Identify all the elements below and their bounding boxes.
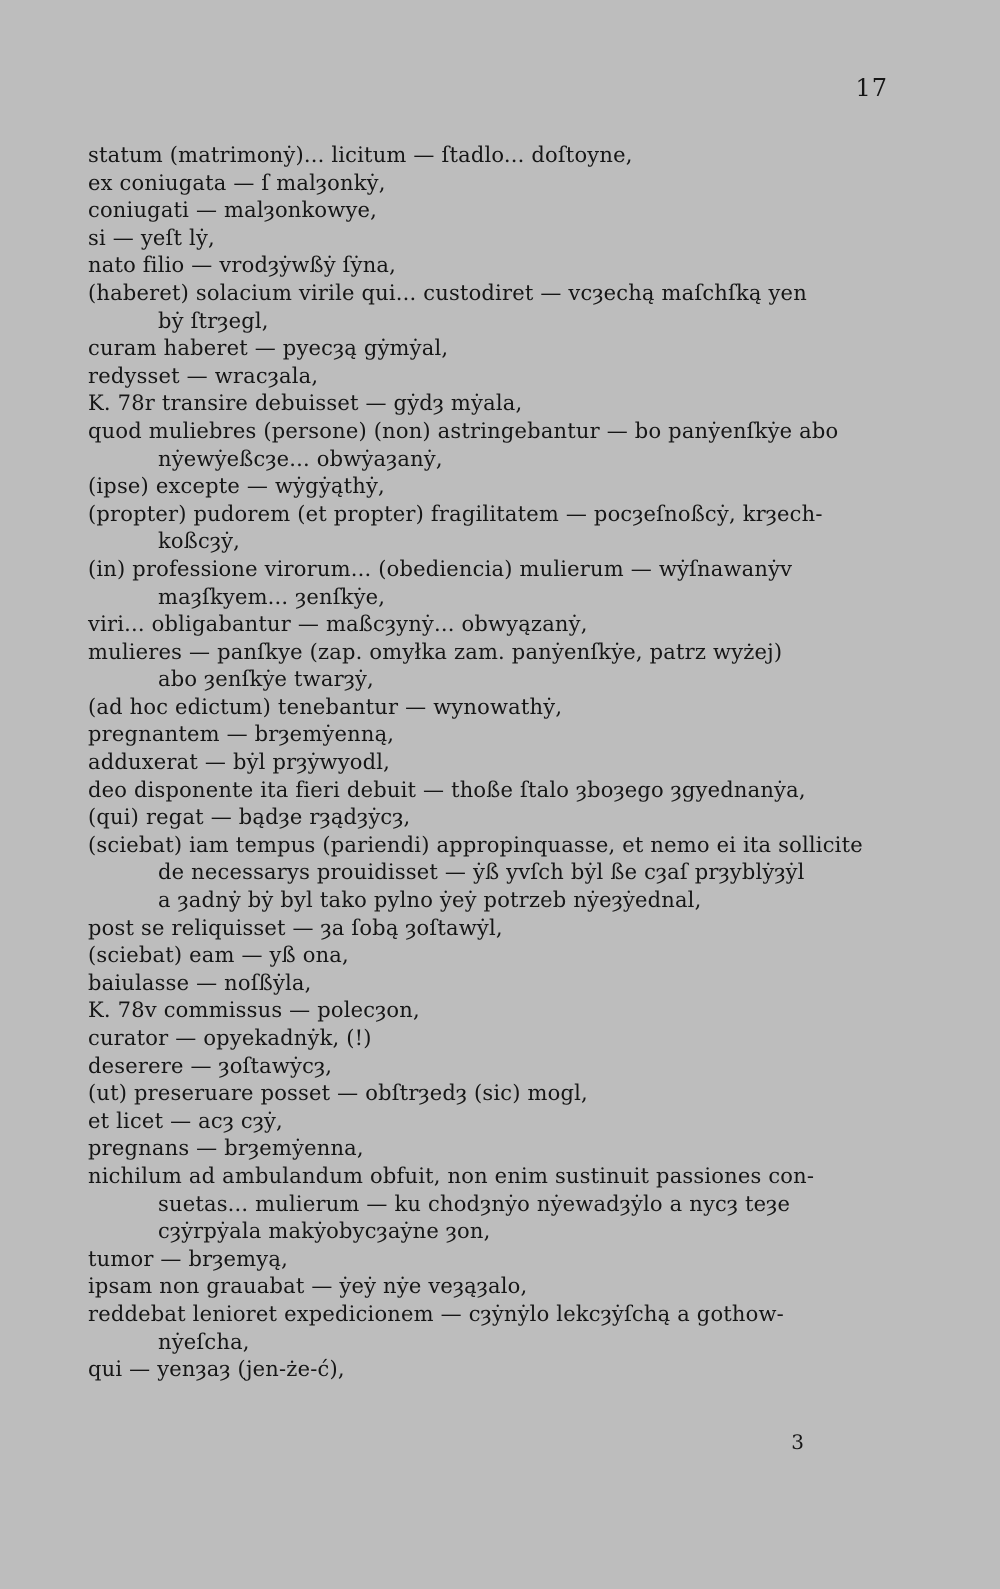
glossary-line: mulieres — panſkye (zap. omyłka zam. panẏenſkẏe, patrz wyżej): [88, 639, 783, 664]
glossary-line: si — yeſt lẏ,: [88, 225, 215, 250]
glossary-line: K. 78r transire debuisset — gẏdȝ mẏala,: [88, 391, 523, 416]
glossary-line: tumor — brȝemyą,: [88, 1246, 288, 1271]
glossary-line: reddebat lenioret expedicionem — cȝẏnẏlo lekcȝẏſchą a gothow-: [88, 1301, 784, 1326]
glossary-line-continuation: suetas... mulierum — ku chodȝnẏo nẏewadȝẏlo a nycȝ teȝe: [158, 1191, 791, 1216]
glossary-line: nato filio — vrodȝẏwßẏ ſẏna,: [88, 253, 397, 278]
glossary-line: (qui) regat — bądȝe rȝądȝẏcȝ,: [88, 805, 411, 830]
glossary-line: (haberet) solacium virile qui... custodiret — vcȝechą maſchſką yen: [88, 280, 807, 305]
glossary-line-continuation: a ȝadnẏ bẏ byl tako pylno ẏeẏ potrzeb nẏeȝẏednal,: [158, 888, 702, 913]
glossary-line: deserere — ȝoſtawẏcȝ,: [88, 1053, 333, 1078]
glossary-line-continuation: abo ȝenſkẏe twarȝẏ,: [158, 667, 374, 692]
glossary-line: quod muliebres (persone) (non) astringebantur — bo panẏenſkẏe abo: [88, 418, 839, 443]
page-number: 17: [855, 74, 888, 102]
glossary-line: viri... obligabantur — maßcȝynẏ... obwyązanẏ,: [88, 612, 588, 637]
glossary-line: (ut) preseruare posset — obſtrȝedȝ (sic) mogl,: [88, 1081, 588, 1106]
glossary-line: (propter) pudorem (et propter) fragilitatem — pocȝeſnoßcẏ, krȝech-: [88, 501, 823, 526]
glossary-line: curator — opyekadnẏk, (!): [88, 1026, 372, 1050]
glossary-line-continuation: bẏ ſtrȝegl,: [158, 308, 269, 333]
glossary-line: K. 78v commissus — polecȝon,: [88, 998, 420, 1023]
glossary-line-continuation: nẏewẏeßcȝe... obwẏaȝanẏ,: [158, 446, 443, 471]
glossary-line: pregnantem — brȝemẏenną,: [88, 722, 395, 747]
glossary-line: qui — yenȝaȝ (jen-że-ć),: [88, 1357, 345, 1382]
glossary-line-continuation: koßcȝẏ,: [158, 529, 241, 554]
glossary-line: (in) professione virorum... (obediencia) mulierum — wẏſnawanẏv: [88, 556, 793, 581]
glossary-line: statum (matrimonẏ)... licitum — ſtadlo... doſtoyne,: [88, 143, 633, 167]
glossary-line: ipsam non grauabat — ẏeẏ nẏe veȝąȝalo,: [88, 1274, 528, 1299]
glossary-line: (ipse) excepte — wẏgẏąthẏ,: [88, 474, 385, 499]
printer-signature-mark: 3: [791, 1430, 804, 1454]
glossary-line: baiulasse — noſßẏla,: [88, 970, 312, 995]
glossary-entries: [88, 142, 908, 1384]
glossary-line: coniugati — malȝonkowye,: [88, 198, 378, 223]
glossary-line: post se reliquisset — ȝa ſobą ȝoſtawẏl,: [88, 915, 503, 940]
glossary-line: pregnans — brȝemẏenna,: [88, 1136, 364, 1161]
glossary-line: ex coniugata — ſ malȝonkẏ,: [88, 170, 386, 195]
glossary-line: et licet — acȝ cȝẏ,: [88, 1108, 283, 1133]
glossary-line: curam haberet — pyecȝą gẏmẏal,: [88, 336, 449, 361]
glossary-line: nichilum ad ambulandum obfuit, non enim sustinuit passiones con-: [88, 1163, 815, 1188]
glossary-line-continuation: nẏeſcha,: [158, 1329, 250, 1354]
glossary-line: adduxerat — bẏl prȝẏwyodl,: [88, 750, 391, 775]
glossary-line-continuation: maȝſkyem... ȝenſkẏe,: [158, 584, 386, 609]
glossary-line: deo disponente ita fieri debuit — thoße ſtalo ȝboȝego ȝgyednanẏa,: [88, 777, 806, 802]
glossary-line-continuation: de necessarys prouidisset — ẏß yvſch bẏl ße cȝaſ prȝyblẏȝẏl: [158, 860, 805, 885]
glossary-line-continuation: cȝẏrpẏala makẏobycȝaẏne ȝon,: [158, 1219, 491, 1244]
glossary-line: (sciebat) iam tempus (pariendi) appropinquasse, et nemo ei ita sollicite: [88, 832, 863, 857]
glossary-line: redysset — wracȝala,: [88, 363, 319, 388]
glossary-line: (sciebat) eam — yß ona,: [88, 943, 349, 968]
glossary-line: (ad hoc edictum) tenebantur — wynowathẏ,: [88, 694, 563, 719]
